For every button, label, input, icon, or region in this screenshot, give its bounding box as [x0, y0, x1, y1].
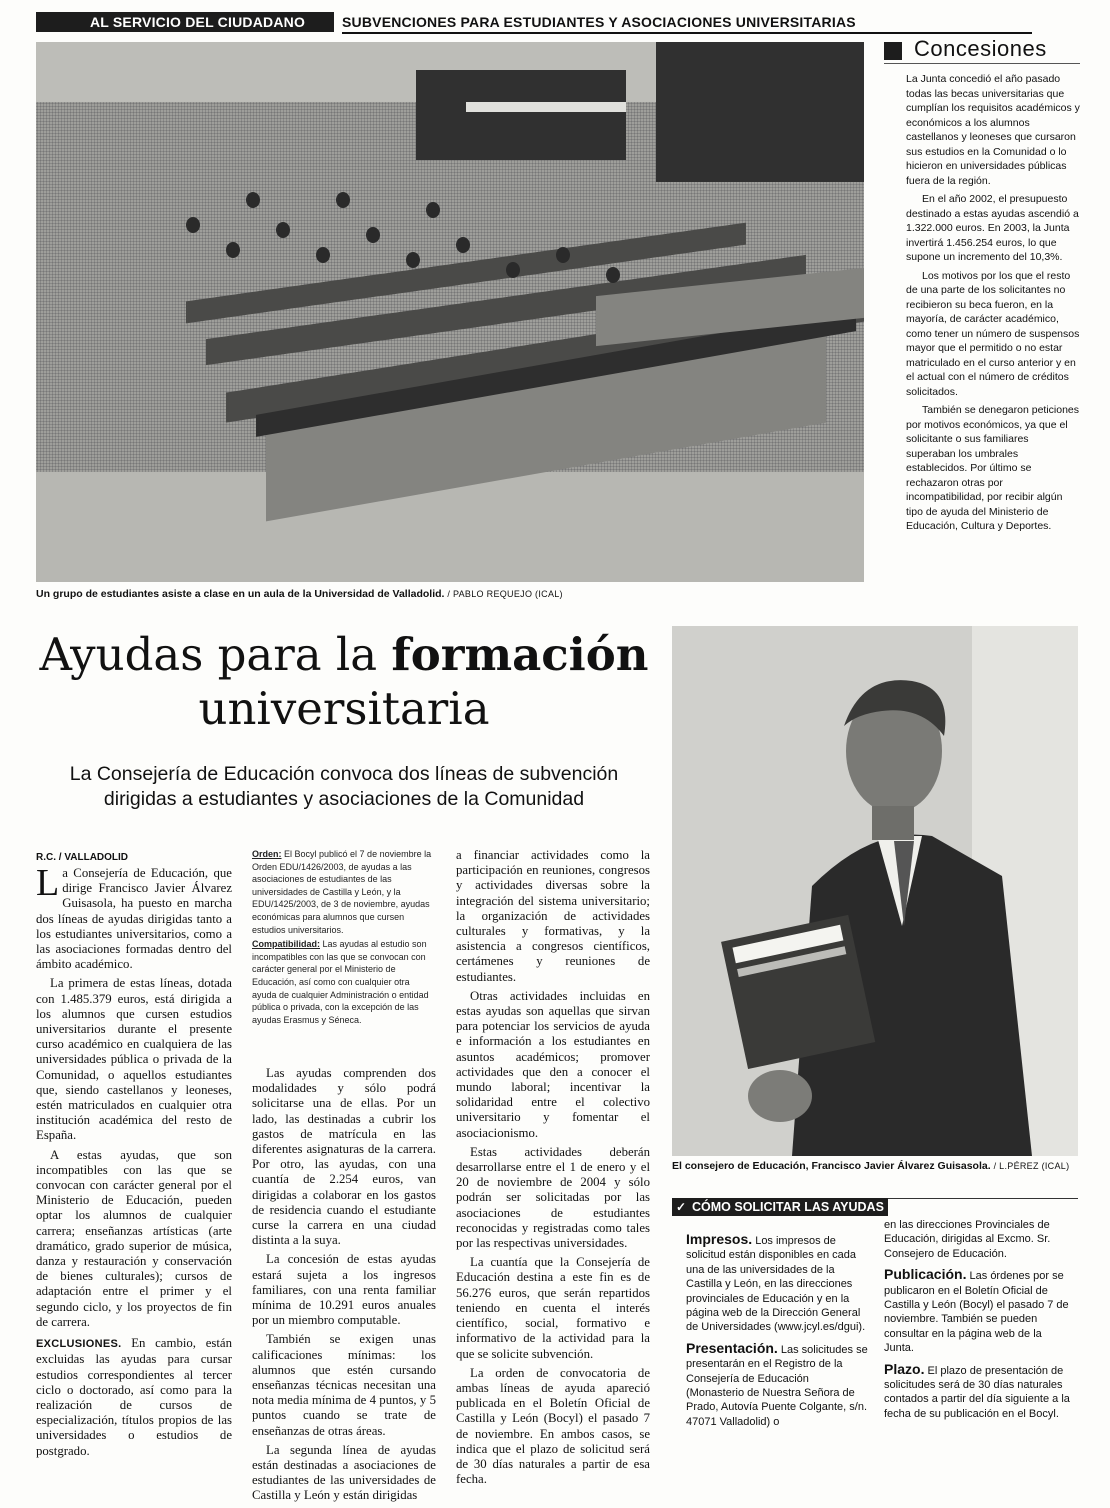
article-column-2 — [252, 1066, 436, 1508]
howto-title: CÓMO SOLICITAR LAS AYUDAS — [692, 1200, 884, 1214]
impresos-text: Los impresos de solicitud están disponibles en cada una de las universidades de la Castilla y León, en las direcciones provinciales de Educación y en la página web de la Dirección General de Universidades (www.jcyl.es/dgui). — [686, 1235, 866, 1334]
headline-light: Ayudas para la — [39, 628, 392, 681]
top-photo-caption — [36, 588, 864, 600]
topic-label: SUBVENCIONES PARA ESTUDIANTES Y ASOCIACIONES UNIVERSITARIAS — [342, 14, 856, 30]
sidebar-paragraph: Los motivos por los que el resto de una parte de los solicitantes no recibieron su beca fueron, en la mayoría, de carácter académico, como tener un número de suspensos mayor que el permitido o no estar matriculado en el curso anterior y en el actual con el número de créditos solicitados. — [906, 269, 1080, 398]
portrait-credit: / L.PÉREZ (ICAL) — [993, 1161, 1070, 1171]
sidebar-body — [906, 72, 1080, 538]
section-tag — [36, 12, 334, 32]
howto-column-2 — [884, 1218, 1072, 1427]
article-subheadline: La Consejería de Educación convoca dos líneas de subvención dirigidas a estudiantes y asociaciones de la Comunidad — [69, 763, 619, 810]
sidebar-title: Concesiones — [914, 36, 1047, 61]
sidebar-paragraph: La Junta concedió el año pasado todas las becas universitarias que cumplían los requisitos académicos y económicos a los alumnos castellanos y leoneses que cursaron sus estudios en la Comunidad o lo hicieron en universidades públicas fuera de la región. — [906, 73, 1080, 187]
plazo-text: El plazo de presentación de solicitudes será de 30 días naturales contados a partir del día siguiente a la fecha de su publicación en el Bocyl. — [884, 1364, 1070, 1420]
body-paragraph: Las ayudas comprenden dos modalidades y sólo podrá solicitarse una de ellas. Por un lado, las destinadas a cubrir los gastos de matrícula en las diferentes asignaturas de la carrera. Por otro, las ayudas, con una cuantía de 2.254 euros, van dirigidas a colaborar en los gastos de residencia cuando el estudiante curse la carrera en una ciudad distinta a la suya. — [252, 1066, 436, 1248]
body-paragraph: También se exigen unas calificaciones mínimas: los alumnos que estén cursando enseñanzas técnicas necesitan una nota media mínima de 4 puntos, y 5 puntos cuando se trate de enseñanzas de otras áreas. — [252, 1332, 436, 1438]
lead-paragraph: a Consejería de Educación, que dirige Francisco Javier Álvarez Guisasola, ha puesto en marcha dos líneas de ayudas dirigidas tanto a los estudiantes universitarios, como a las asociaciones formadas dentro del ámbito académico. — [36, 866, 232, 972]
body-paragraph: a financiar actividades como la participación en reuniones, congresos y actividades diversas sobre la integración del sistema universitario; la organización de actividades culturales y formativas, y la asistencia a congresos científicos, certámenes y reuniones de estudiantes. — [456, 848, 650, 984]
body-paragraph: La concesión de estas ayudas estará sujeta a los ingresos familiares, con una renta familiar mínima de 10.291 euros anuales por un miembro computable. — [252, 1252, 436, 1328]
exclusions-text: En cambio, están excluidas las ayudas para cursar estudios correspondientes al tercer ciclo o doctorado, así como para la realización de cursos de especialización, títulos propios de las universidades o estudios de postgrado. — [36, 1336, 232, 1458]
body-paragraph: La segunda línea de ayudas están destinadas a asociaciones de estudiantes de las universidades de Castilla y León y están dirigidas — [252, 1442, 436, 1503]
headline-bold: formación — [391, 628, 649, 681]
body-paragraph: A estas ayudas, que son incompatibles con las que se convocan con carácter general por el Ministerio de Educación, pueden optar los alumnos de cualquier carrera; enseñanzas artísticas (arte dramático, grado superior de música, danza y restauración y conservación de bienes culturales); cursos de adaptación entre el primer y el segundo ciclo, y los proyectos de fin de carrera. — [36, 1147, 232, 1329]
article-column-3 — [456, 848, 650, 1491]
info-box — [252, 848, 436, 1028]
portrait-caption-text: El consejero de Educación, Francisco Javier Álvarez Guisasola. — [672, 1160, 991, 1172]
publicacion-text: Las órdenes por se publicaron en el Boletín Oficial de Castilla y León (Bocyl) el pasado 7 de noviembre. También se pueden consultar en la página web de la Junta. — [884, 1270, 1069, 1355]
exclusions-label: EXCLUSIONES. — [36, 1338, 122, 1351]
drop-cap: L — [36, 862, 60, 904]
portrait-caption — [672, 1160, 1078, 1172]
compat-label: Compatibilidad: — [252, 939, 320, 950]
sidebar-paragraph: También se denegaron peticiones por motivos económicos, ya que el solicitante o sus familiares superaban los umbrales establecidos. Por último se rechazaron otras por incompatibilidad, por recibir algún tipo de ayuda del Ministerio de Educación, Cultura y Deportes. — [906, 404, 1080, 532]
topic-tag — [342, 12, 1032, 34]
article-headline — [36, 628, 652, 736]
publicacion-label: Publicación. — [884, 1266, 967, 1283]
portrait-illustration — [672, 626, 1078, 1156]
presentacion-text: Las solicitudes se presentarán en el Registro de la Consejería de Educación (Monasterio de Nuestra Señora de Prado, Autovía Puente Colgante, s/n. 47071 Valladolid) o — [686, 1343, 868, 1428]
top-photo-caption-text: Un grupo de estudiantes asiste a clase en un aula de la Universidad de Valladolid. — [36, 588, 445, 600]
checkmark-icon: ✓ — [676, 1200, 687, 1214]
order-label: Orden: — [252, 849, 282, 859]
body-paragraph: La cuantía que la Consejería de Educación destina a este fin es de 56.276 euros, que serán repartidos teniendo en cuenta el interés científico, social, formativo e informativo de la actividad para la que se solicite subvención. — [456, 1255, 650, 1361]
presentacion-continued: en las direcciones Provinciales de Educación, dirigidas al Excmo. Sr. Consejero de Educación. — [884, 1219, 1051, 1260]
body-paragraph: Otras actividades incluidas en estas ayudas son aquellas que sirvan para potenciar los servicios de ayuda e información a los estudiantes en asuntos académicos; promover actividades que den a conocer el mundo laboral; incentivar la solidaridad entre el colectivo universitario y fomentar el asociacionismo. — [456, 988, 650, 1140]
article-byline: R.C. / VALLADOLID — [36, 852, 129, 863]
body-paragraph: Estas actividades deberán desarrollarse entre el 1 de enero y el 20 de noviembre de 2004 y sólo podrán ser solicitadas por las asociaciones de estudiantes reconocidas y registradas como tales por las respectivas universidades. — [456, 1144, 650, 1251]
article-column-1 — [36, 862, 232, 1463]
howto-header — [672, 1198, 888, 1216]
classroom-photo — [36, 42, 864, 582]
compat-text: Las ayudas al estudio son incompatibles con las que se convocan con carácter general por el Ministerio de Educación, así como con cualquier otra ayuda de cualquier Administración o entidad pública o privada, con la excepción de las ayudas Erasmus y Séneca. — [252, 939, 429, 1025]
top-photo-credit: / PABLO REQUEJO (ICAL) — [447, 589, 563, 599]
body-paragraph: La orden de convocatoria de ambas líneas de ayuda apareció publicada en el Boletín Oficial de Castilla y León (Bocyl) el pasado 7 de noviembre. En ambos casos, se indica que el plazo de solicitud será de 30 días naturales a partir de esa fecha. — [456, 1365, 650, 1487]
sidebar-divider — [884, 63, 1080, 64]
howto-column-1 — [686, 1232, 868, 1435]
body-paragraph: La primera de estas líneas, dotada con 1.485.379 euros, está dirigida a los alumnos que cursen estudios universitarios durante el presente curso académico en cualquiera de las universidades pública o privada de la Comunidad, o aquellos estudiantes que, siendo castellanos y leoneses, estén matriculados en cualquier otra institución académica del resto de España. — [36, 976, 232, 1143]
headline-line2: universitaria — [198, 682, 490, 735]
presentacion-label: Presentación. — [686, 1339, 778, 1356]
portrait-photo — [672, 626, 1078, 1156]
sidebar-paragraph: En el año 2002, el presupuesto destinado a estas ayudas ascendió a 1.322.000 euros. En 2003, la Junta invertirá 1.456.254 euros, lo que supone un incremento del 10,3%. — [906, 193, 1079, 263]
section-label: AL SERVICIO DEL CIUDADANO — [90, 14, 306, 30]
sidebar-marker-icon — [884, 42, 902, 60]
impresos-label: Impresos. — [686, 1231, 753, 1247]
order-text: El Bocyl publicó el 7 de noviembre la Orden EDU/1426/2003, de ayudas a las asociaciones de estudiantes de las universidades de Castilla y León, y la EDU/1425/2003, de 3 de noviembre, ayudas económicas para alumnos que cursen estudios universitarios. — [252, 849, 432, 935]
plazo-label: Plazo. — [884, 1360, 925, 1377]
